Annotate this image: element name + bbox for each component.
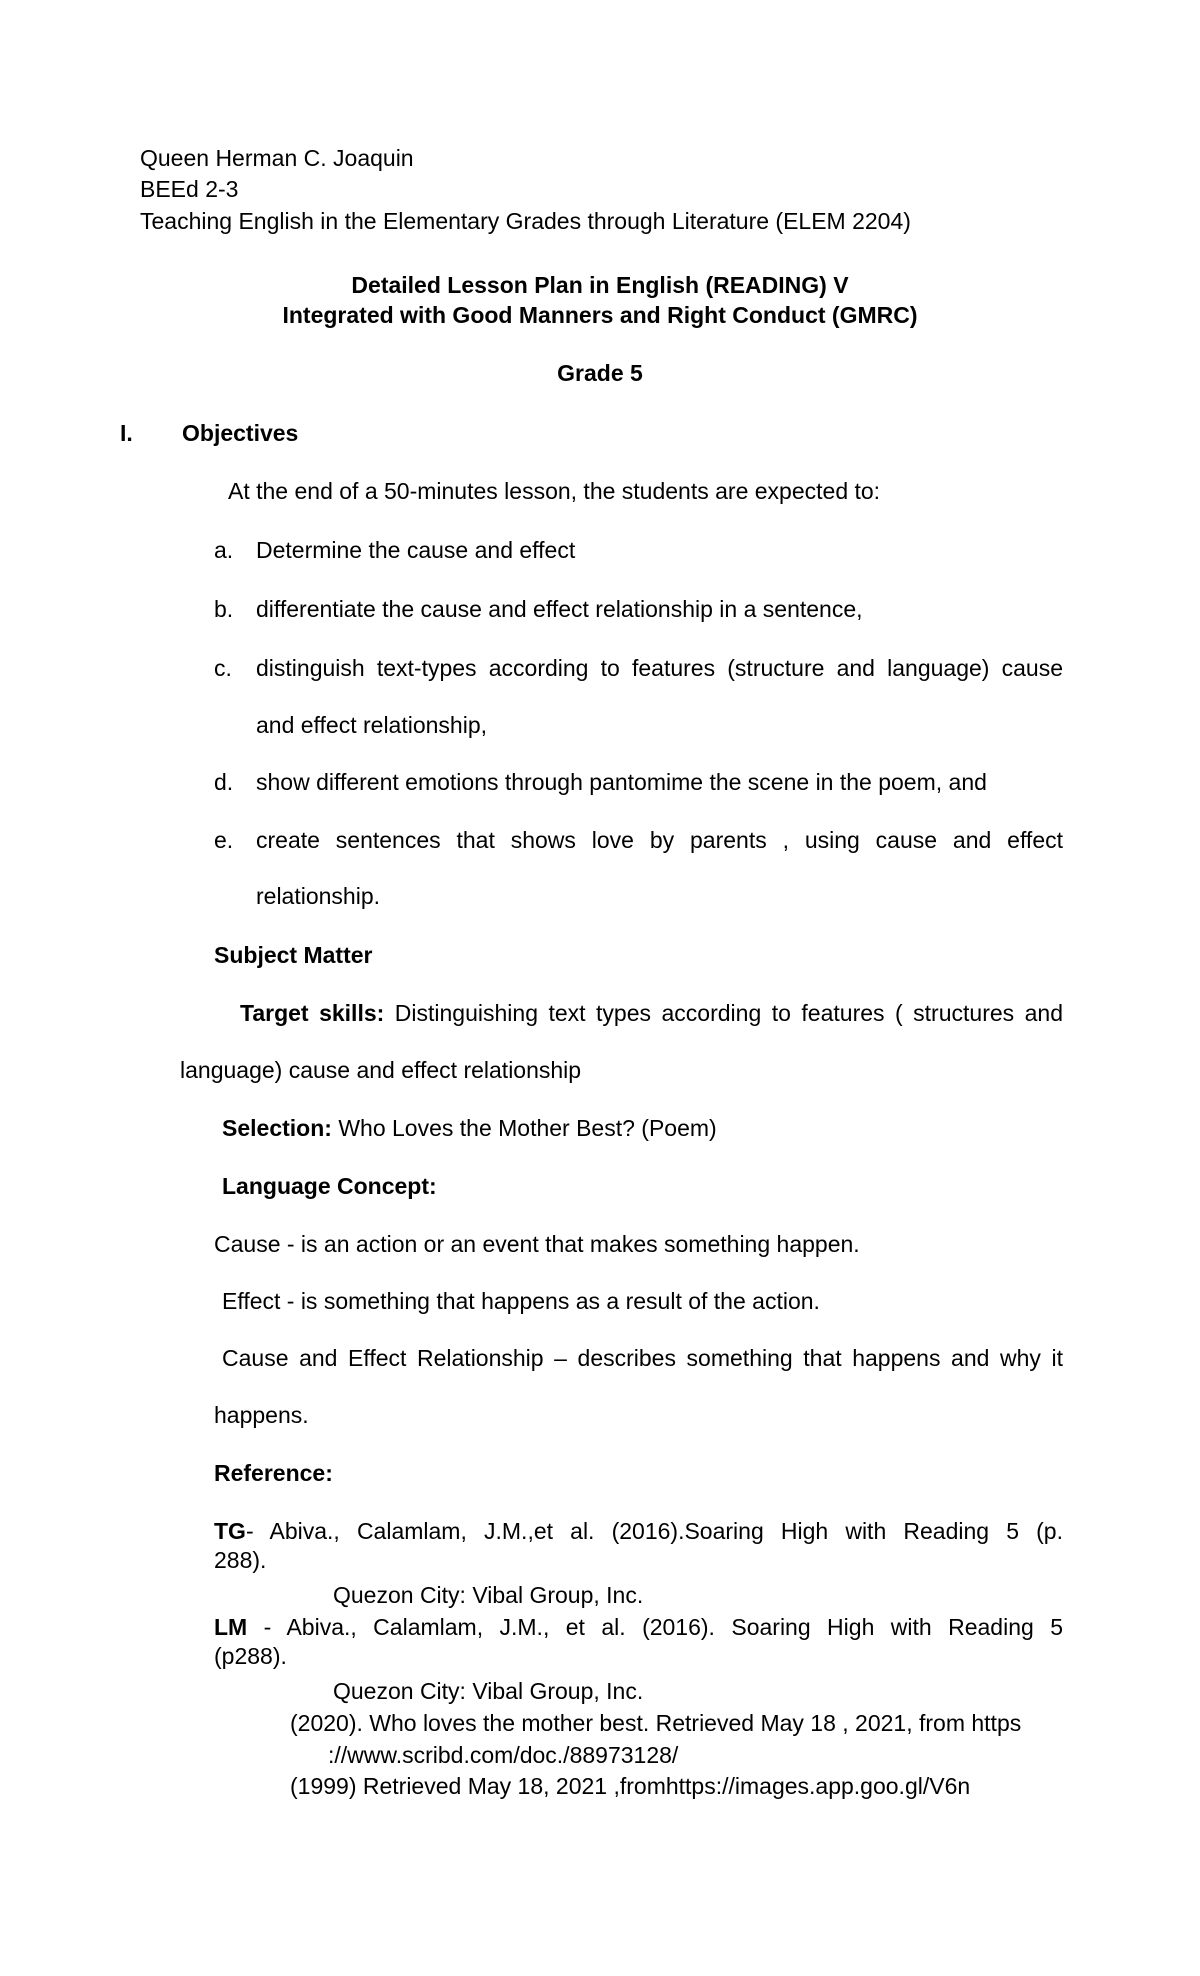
course-title: Teaching English in the Elementary Grades through Literature (ELEM 2204) [140,208,911,234]
reference-heading: Reference: [214,1460,333,1486]
objective-letter: d. [214,769,234,795]
selection [222,1113,717,1143]
subject-matter-heading: Subject Matter [214,942,373,968]
reference-image-link: (1999) Retrieved May 18, 2021 ,fromhttps://images.app.goo.gl/V6n [290,1773,971,1799]
target-skills-continued: language) cause and effect relationship [180,1057,582,1083]
relationship-definition-continued: happens. [214,1402,309,1428]
objective-item: Determine the cause and effect [256,537,576,563]
target-skills [240,998,1063,1028]
objective-letter: b. [214,596,234,622]
objective-letter: c. [214,655,232,681]
objective-item: create sentences that shows love by parents , using cause and effect [256,827,1063,853]
language-concept-heading: Language Concept: [222,1173,437,1199]
reference-lm-continued: (p288). [214,1643,287,1669]
grade-level: Grade 5 [557,360,643,386]
target-skills-label: Target skills: [240,1000,385,1026]
section-numeral: I. [120,420,133,446]
objective-item-continued: relationship. [256,883,381,909]
reference-lm-publisher: Quezon City: Vibal Group, Inc. [333,1678,644,1704]
objectives-heading: Objectives [182,420,299,446]
objective-item: distinguish text-types according to features (structure and language) cause [256,655,1063,681]
objective-letter: e. [214,827,234,853]
relationship-definition: Cause and Effect Relationship – describes something that happens and why it [222,1345,1063,1371]
author-section: BEEd 2-3 [140,176,239,202]
target-skills-text: Distinguishing text types according to features ( structures and [394,1000,1064,1026]
selection-text: Who Loves the Mother Best? (Poem) [338,1115,717,1141]
tg-label: TG [214,1518,246,1544]
objectives-intro: At the end of a 50-minutes lesson, the students are expected to: [228,478,881,504]
reference-tg-continued: 288). [214,1547,267,1573]
tg-text: - Abiva., Calamlam, J.M.,et al. (2016).Soaring High with Reading 5 (p. [245,1518,1063,1544]
lm-label: LM [214,1614,248,1640]
lesson-plan-title: Detailed Lesson Plan in English (READING) V [351,272,849,298]
reference-tg-publisher: Quezon City: Vibal Group, Inc. [333,1582,644,1608]
author-name: Queen Herman C. Joaquin [140,145,414,171]
objective-letter: a. [214,537,234,563]
reference-scribd-url: ://www.scribd.com/doc./88973128/ [328,1742,679,1768]
lm-text: - Abiva., Calamlam, J.M., et al. (2016). Soaring High with Reading 5 [247,1614,1063,1640]
reference-scribd: (2020). Who loves the mother best. Retrieved May 18 , 2021, from https [290,1710,1022,1736]
effect-definition: Effect - is something that happens as a result of the action. [222,1288,820,1314]
cause-definition: Cause - is an action or an event that makes something happen. [214,1231,860,1257]
selection-label: Selection: [222,1115,332,1141]
objective-item-continued: and effect relationship, [256,712,488,738]
objective-item: differentiate the cause and effect relationship in a sentence, [256,596,863,622]
lesson-plan-subtitle: Integrated with Good Manners and Right Conduct (GMRC) [282,302,918,328]
objective-item: show different emotions through pantomime the scene in the poem, and [256,769,987,795]
reference-lm [214,1612,1063,1642]
reference-tg [214,1516,1063,1546]
